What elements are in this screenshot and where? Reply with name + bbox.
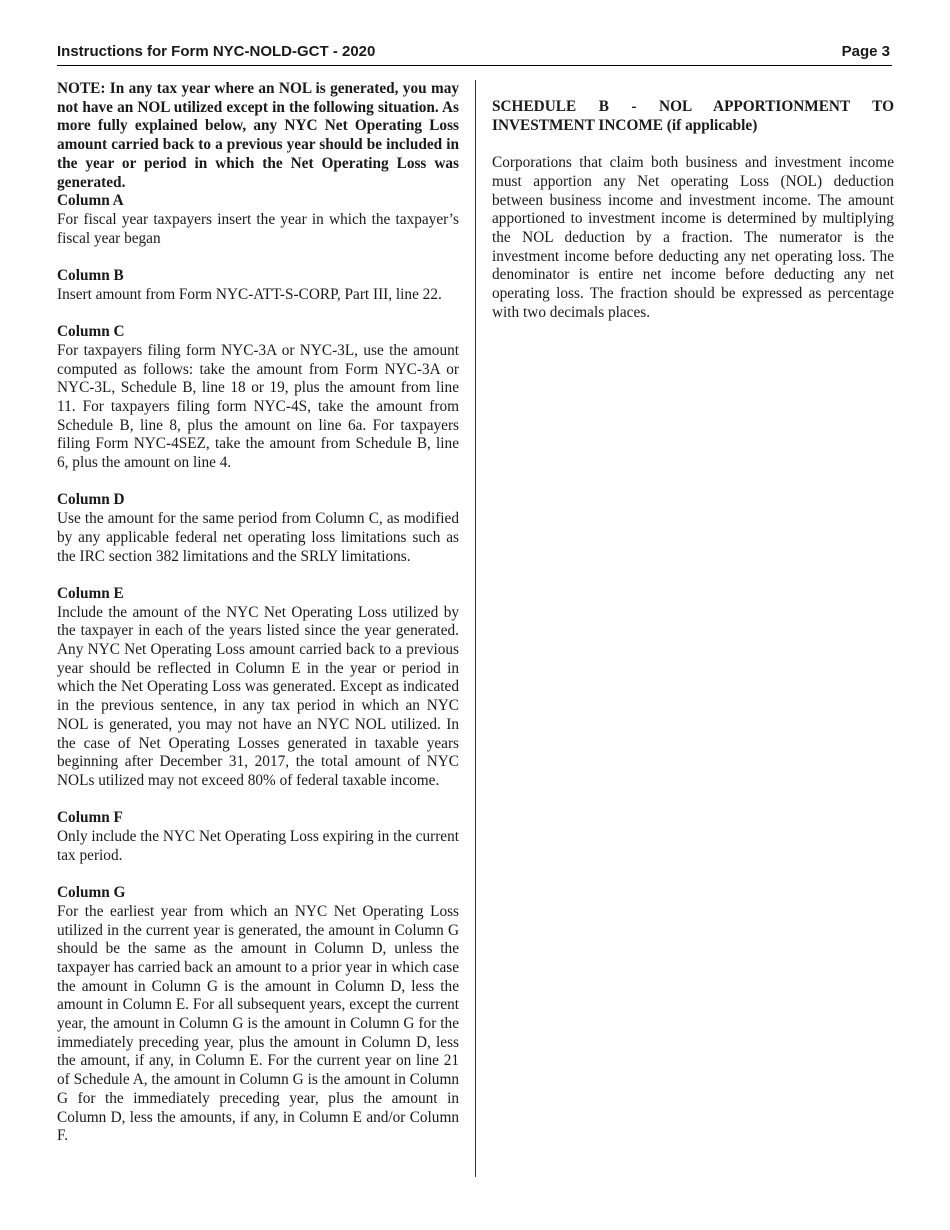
page-header — [57, 41, 892, 66]
column-d-heading: Column D — [57, 491, 125, 509]
column-g-text: For the earliest year from which an NYC Net Operating Loss utilized in the current year is generated, the amount in Column G should be the same as the amount in Column D, unless the taxpayer has carried back an amount to a prior year in which case the amount in Column G is the amount in Column D, less the amount in Column E. For all subsequent years, except the current year, the amount in Column G is the amount in Column G for the immediately preceding year, plus the amount in Column D, less the amount, if any, in Column E. For the current year on line 21 of Schedule A, the amount in Column G is the amount in Column G for the immediately preceding year, plus the amount in Column D, less the amounts, if any, in Column E and/or Column F. — [57, 902, 459, 1145]
column-e-text: Include the amount of the NYC Net Operating Loss utilized by the taxpayer in each of the years listed since the year generated. Any NYC Net Operating Loss amount carried back to a previous year should be reflected in Column E in the year or period in which the Net Operating Loss was generated. Except as indicated in the previous sentence, in any tax period in which an NYC NOL is generated, you may not have an NYC NOL utilized. In the case of Net Operating Losses generated in taxable years beginning after December 31, 2017, the total amount of NYC NOLs utilized may not exceed 80% of federal taxable income. — [57, 603, 459, 789]
column-c-heading: Column C — [57, 323, 125, 341]
column-a-text: For fiscal year taxpayers insert the year in which the taxpayer’s fiscal year began — [57, 210, 459, 247]
column-b-section — [57, 267, 459, 304]
column-divider — [475, 80, 476, 1177]
column-e-section — [57, 585, 459, 791]
column-g-section — [57, 884, 459, 1146]
column-g-heading: Column G — [57, 884, 126, 902]
column-b-heading: Column B — [57, 267, 124, 285]
column-b-text: Insert amount from Form NYC-ATT-S-CORP, Part III, line 22. — [57, 285, 442, 303]
schedule-b-title: SCHEDULE B - NOL APPORTIONMENT TO INVESTMENT INCOME (if applicable) — [492, 98, 894, 134]
left-column — [57, 80, 459, 1165]
column-f-heading: Column F — [57, 809, 123, 827]
form-title: Instructions for Form NYC-NOLD-GCT - 2020 — [57, 43, 376, 60]
column-e-heading: Column E — [57, 584, 124, 602]
column-a-section — [57, 192, 459, 248]
column-c-section — [57, 323, 459, 473]
page-number: Page 3 — [841, 43, 890, 60]
column-f-section — [57, 809, 459, 865]
column-d-section — [57, 491, 459, 566]
column-c-text: For taxpayers filing form NYC-3A or NYC-3L, use the amount computed as follows: take the amount from Form NYC-3A or NYC-3L, Schedule B, line 18 or 19, plus the amount from line 11. For taxpayers filing form NYC-4S, take the amount from Schedule B, line 8, plus the amount on line 6a. For taxpayers filing Form NYC-4SEZ, take the amount from Schedule B, line 6, plus the amount on line 4. — [57, 341, 459, 472]
column-f-text: Only include the NYC Net Operating Loss expiring in the current tax period. — [57, 828, 459, 864]
nol-note: NOTE: In any tax year where an NOL is generated, you may not have an NOL utilized except in the following situation. As more fully explained below, any NYC Net Operating Loss amount carried back to a previous year should be included in the year or period in which the Net Operating Loss was generated. — [57, 80, 459, 191]
column-d-text: Use the amount for the same period from Column C, as modified by any applicable federal net operating loss limitations such as the IRC section 382 limitations and the SRLY limitations. — [57, 510, 459, 565]
column-a-heading: Column A — [57, 192, 124, 210]
schedule-b-text: Corporations that claim both business and investment income must apportion any Net operating Loss (NOL) deduction between business income and investment income. The amount apportioned to investment income is determined by multiplying the NOL deduction by a fraction. The numerator is the investment income before deducting any net operating loss. The denominator is entire net income before deducting any net operating loss. The fraction should be expressed as percentage with two decimals places. — [492, 154, 894, 321]
right-column — [492, 98, 894, 322]
